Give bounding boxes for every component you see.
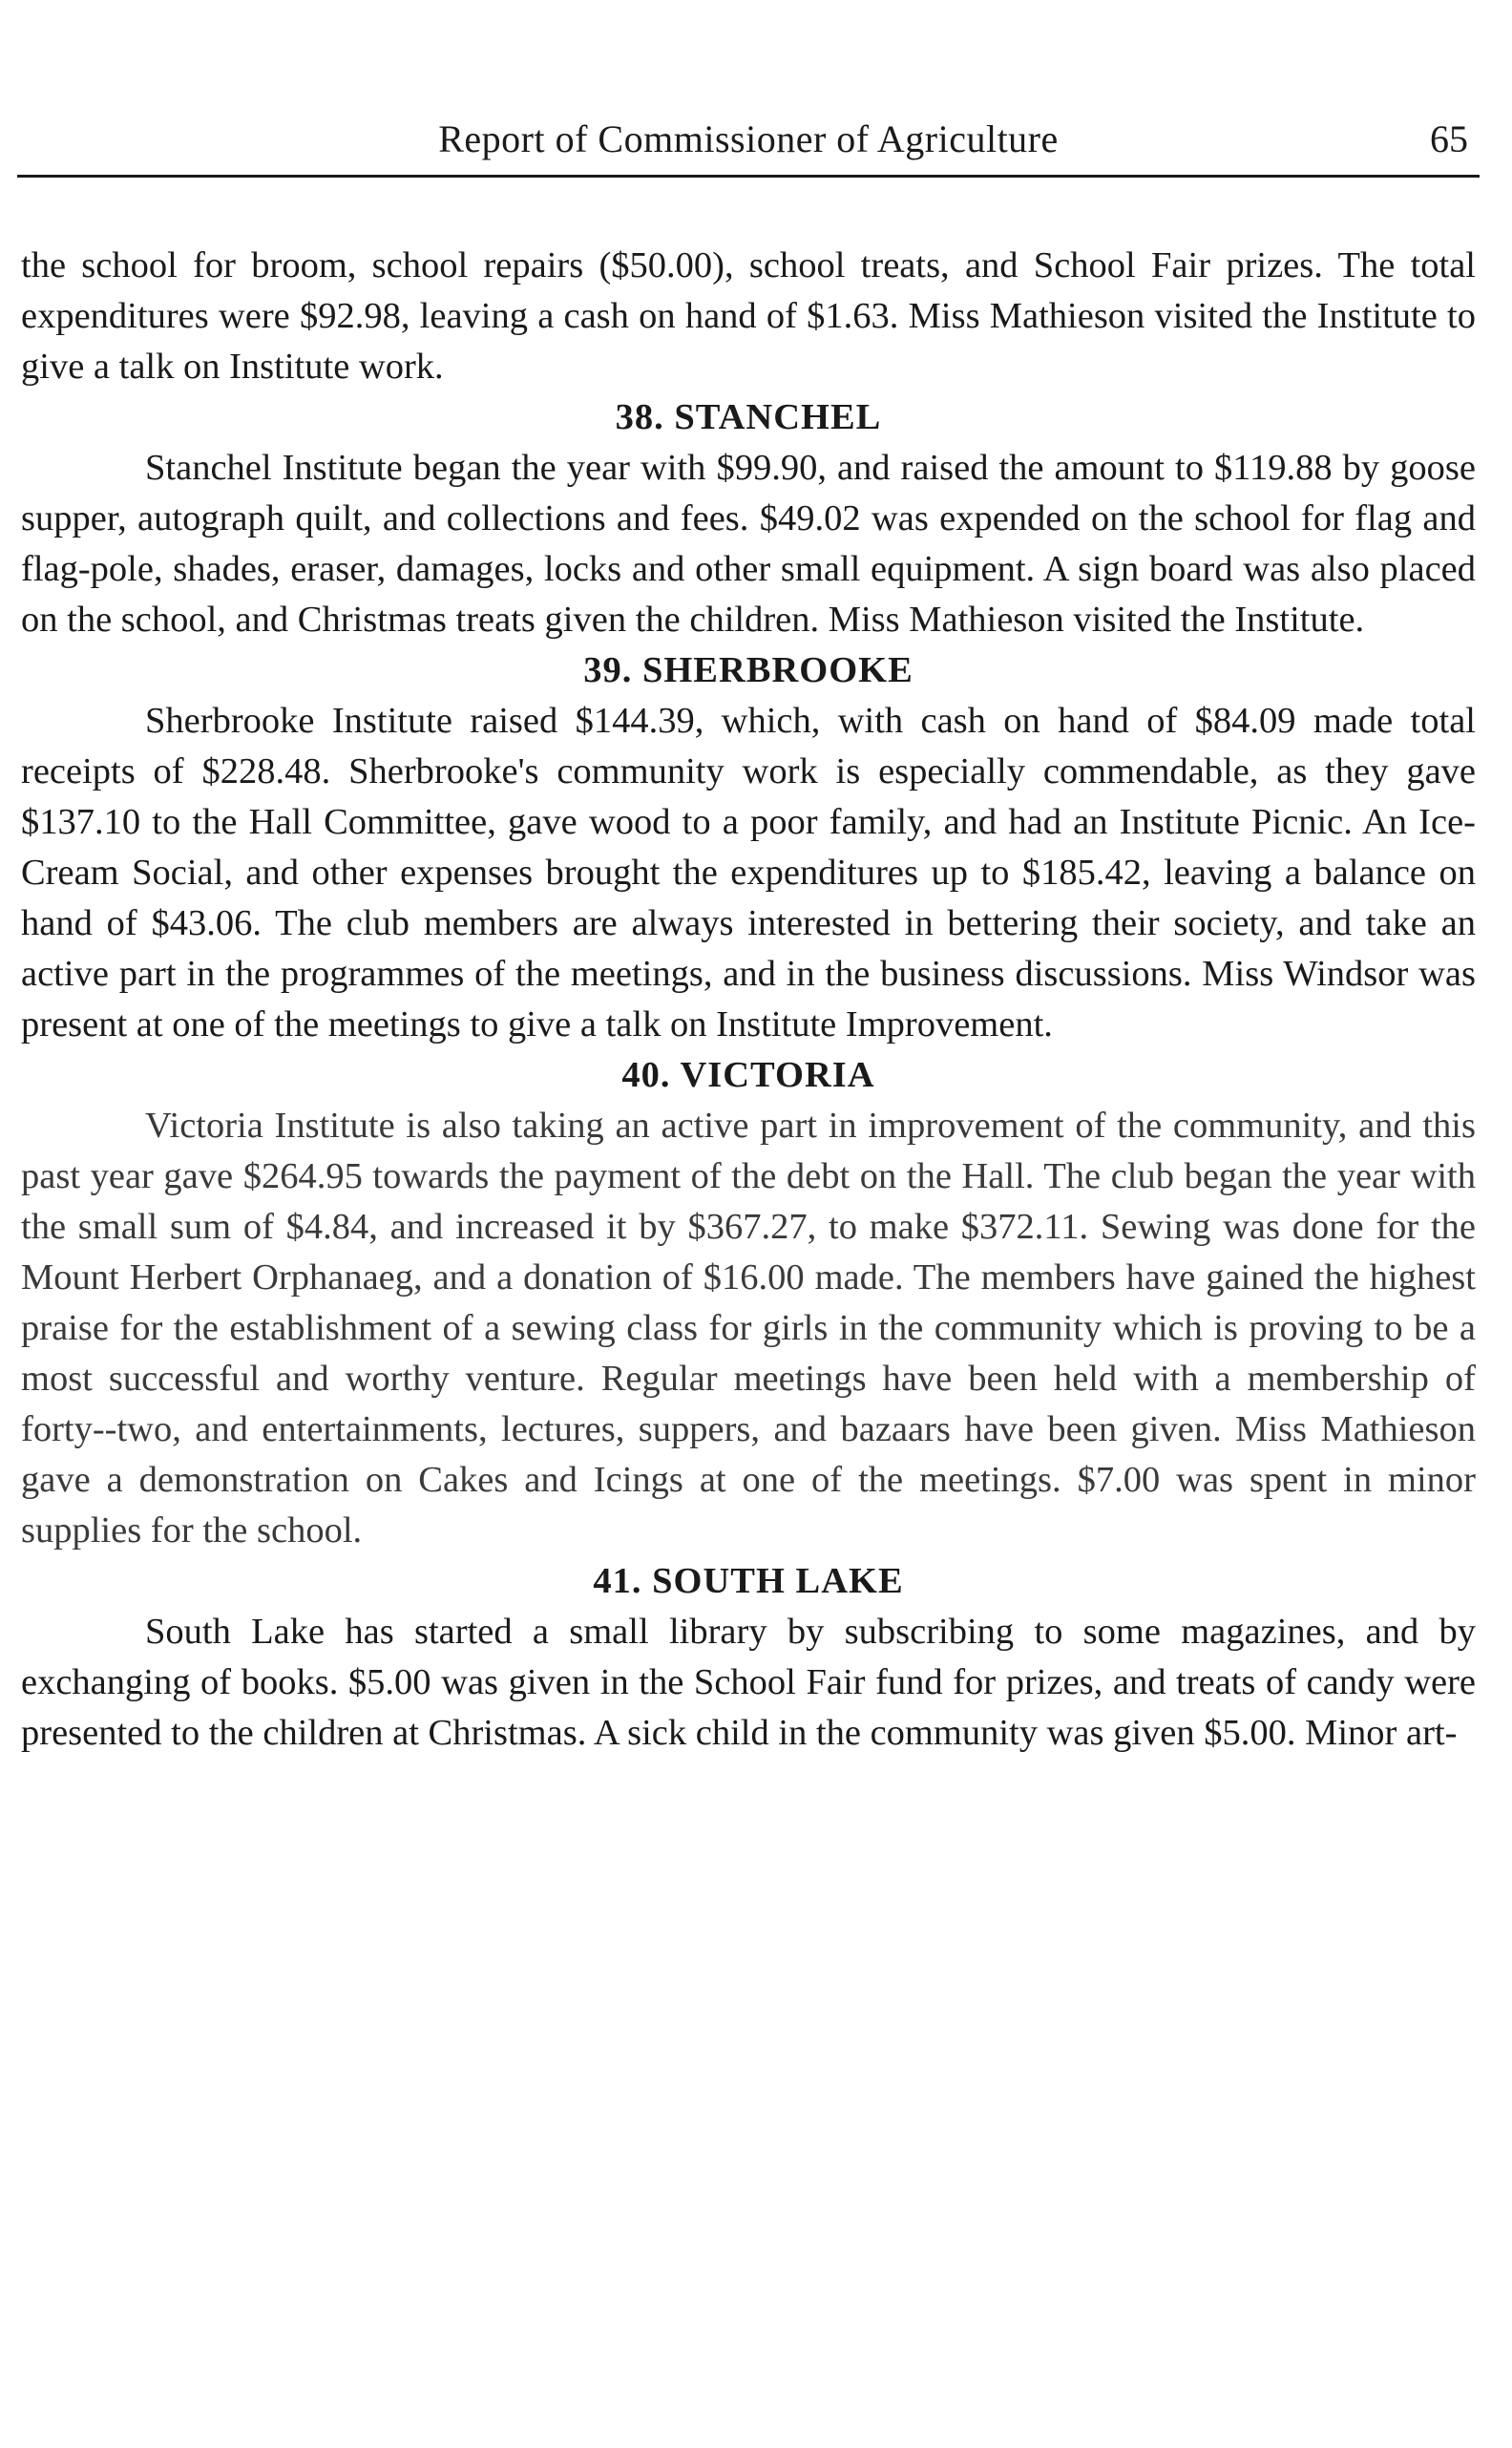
section-paragraph-south-lake: South Lake has started a small library by subscribing to some magazines, and by exchanging of books. $5.00 was given in the School Fair fund for prizes, and treats of candy were presented to the children at Christmas. A sick child in the community was given $5.00. Minor art- [21, 1612, 1476, 1753]
body-text [21, 241, 1476, 1759]
section-paragraph-sherbrooke: Sherbrooke Institute raised $144.39, which, with cash on hand of $84.09 made total receipts of $228.48. Sherbrooke's community work is especially commendable, as they gave $137.10 to the Hall Committee, gave wood to a poor family, and had an Institute Picnic. An Ice-Cream Social, and other expenses brought the expenditures up to $185.42, leaving a balance on hand of $43.06. The club members are always interested in bettering their society, and take an active part in the programmes of the meetings, and in the business discussions. Miss Windsor was present at one of the meetings to give a talk on Institute Improvement. [21, 701, 1476, 1045]
section-heading-stanchel: 38. STANCHEL [615, 397, 882, 437]
running-header [17, 113, 1480, 170]
section-paragraph-victoria: Victoria Institute is also taking an active part in improvement of the community, and this past year gave $264.95 towards the payment of the debt on the Hall. The club began the year with the small sum of $4.84, and increased it by $367.27, to make $372.11. Sewing was done for the Mount Herbert Orphanaeg, and a donation of $16.00 made. The members have gained the highest praise for the establishment of a sewing class for girls in the community which is proving to be a most successful and worthy venture. Regular meetings have been held with a membership of forty--two, and entertainments, lectures, suppers, and bazaars have been given. Miss Mathieson gave a demonstration on Cakes and Icings at one of the meetings. $7.00 was spent in minor supplies for the school. [21, 1106, 1476, 1551]
continuation-paragraph: the school for broom, school repairs ($50.00), school treats, and School Fair prizes. The total expenditures were $92.98, leaving a cash on hand of $1.63. Miss Mathieson visited the Institute to give a talk on Institute work. [21, 245, 1476, 387]
section-heading-victoria: 40. VICTORIA [621, 1055, 875, 1095]
section-paragraph-stanchel: Stanchel Institute began the year with $99.90, and raised the amount to $119.88 by goose supper, autograph quilt, and collections and fees. $49.02 was expended on the school for flag and flag-pole, shades, eraser, damages, locks and other small equipment. A sign board was also placed on the school, and Christmas treats given the children. Miss Mathieson visited the Institute. [21, 448, 1476, 640]
section-heading-south-lake: 41. SOUTH LAKE [593, 1561, 904, 1601]
running-title: Report of Commissioner of Agriculture [438, 117, 1059, 160]
page-number: 65 [1430, 117, 1468, 160]
section-heading-sherbrooke: 39. SHERBROOKE [583, 650, 914, 690]
header-rule [17, 175, 1480, 178]
